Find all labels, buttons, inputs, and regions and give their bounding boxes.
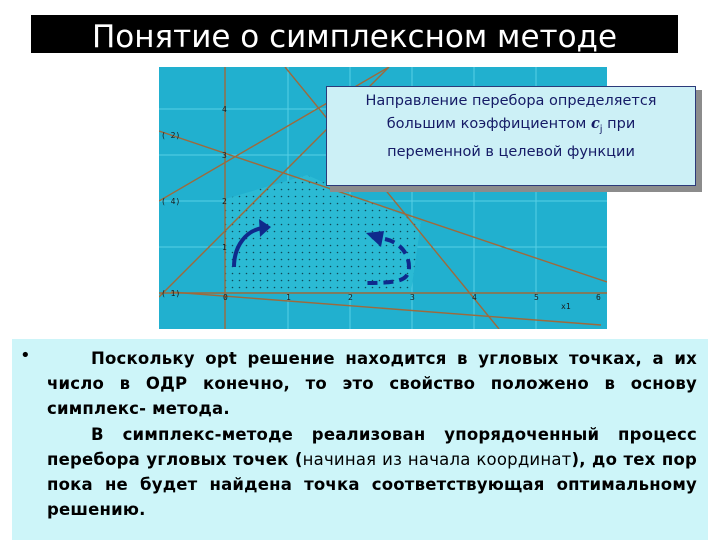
paragraph-1 <box>47 346 697 421</box>
paragraph-2 <box>47 422 697 522</box>
y-label-2: 2 <box>222 197 227 206</box>
y-label-1: 1 <box>222 243 227 252</box>
y-label-3: 3 <box>222 151 227 160</box>
callout <box>326 86 702 192</box>
paragraph-2-bold-start: В симплекс-методе реализован упорядоченный процесс перебора угловых точек ( <box>47 425 697 469</box>
constraint-label-4: ( 4) <box>161 197 181 206</box>
x-label-5: 5 <box>534 293 539 302</box>
x-axis-label: x1 <box>561 302 571 311</box>
coefficient-subscript: j <box>599 123 603 135</box>
x-label-4: 4 <box>472 293 477 302</box>
y-label-4: 4 <box>222 105 227 114</box>
constraint-label-2: ( 2) <box>161 131 181 140</box>
slide-title: Понятие о симплексном методе <box>91 19 618 55</box>
x-label-1: 1 <box>286 293 291 302</box>
bullet-point: • <box>20 345 31 366</box>
callout-line-3: переменной в целевой функции <box>387 143 635 160</box>
x-label-6: 6 <box>596 293 601 302</box>
callout-line-2-after: при <box>602 115 636 132</box>
x-label-3: 3 <box>410 293 415 302</box>
paragraph-2-normal: начиная из начала координат <box>302 450 572 469</box>
callout-line-2-before: большим коэффициентом <box>386 115 591 132</box>
paragraph-1-text: Поскольку opt решение находится в угловых точках, а их число в ОДР конечно, то это свойство положено в основу симплекс- метода. <box>47 349 697 418</box>
x-label-2: 2 <box>348 293 353 302</box>
paragraph-2-bold-end: ), до тех пор пока не будет найдена точка соответствующая оптимальному решению. <box>47 450 697 519</box>
callout-box <box>326 86 696 186</box>
title-bar <box>31 15 678 53</box>
callout-line-2 <box>333 113 689 141</box>
x-label-0: 0 <box>223 293 228 302</box>
callout-line-1: Направление перебора определяется <box>365 93 657 109</box>
constraint-label-1: ( 1) <box>161 289 181 298</box>
coefficient-symbol: c <box>590 114 600 132</box>
